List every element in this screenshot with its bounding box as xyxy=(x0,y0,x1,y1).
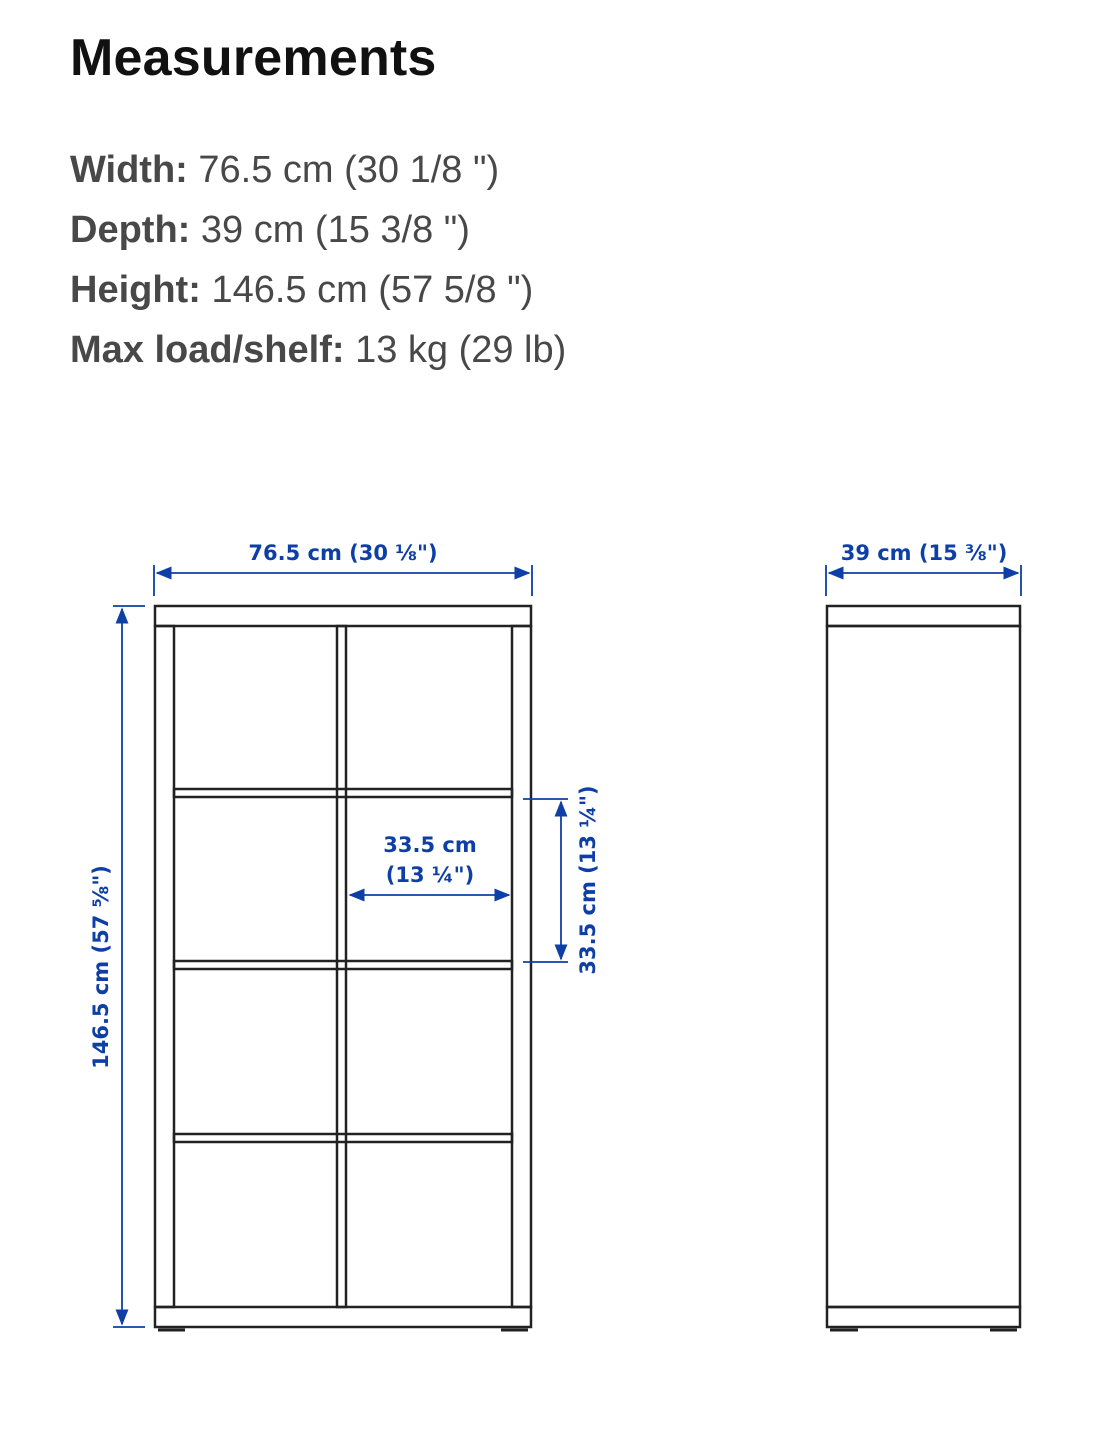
center-divider xyxy=(337,626,346,1307)
shelf xyxy=(174,789,512,797)
front-height-dimension xyxy=(89,606,145,1327)
inner-width-dimension xyxy=(350,833,509,895)
side-view xyxy=(827,606,1020,1330)
spec-label: Width: xyxy=(70,149,188,191)
inner-width-label-line1: 33.5 cm xyxy=(383,833,477,857)
spec-value: 146.5 cm (57 5/8 ") xyxy=(211,269,534,311)
page-title: Measurements xyxy=(70,29,437,87)
side-depth-dimension xyxy=(826,541,1021,596)
right-panel xyxy=(512,626,531,1307)
side-top-board xyxy=(827,606,1020,626)
inner-height-label: 33.5 cm (13 ¼") xyxy=(576,785,600,975)
spec-value: 13 kg (29 lb) xyxy=(355,329,567,371)
side-panel xyxy=(827,626,1020,1307)
inner-width-label-line2: (13 ¼") xyxy=(385,863,475,887)
spec-label: Depth: xyxy=(70,209,191,251)
left-panel xyxy=(155,626,174,1307)
front-width-dimension xyxy=(154,541,532,596)
spec-label: Height: xyxy=(70,269,201,311)
side-depth-label: 39 cm (15 ⅜") xyxy=(840,541,1008,565)
spec-value: 76.5 cm (30 1/8 ") xyxy=(198,149,500,191)
bottom-board xyxy=(155,1307,531,1327)
front-view xyxy=(155,606,531,1330)
front-height-label: 146.5 cm (57 ⅝") xyxy=(89,865,113,1069)
front-width-label: 76.5 cm (30 ⅛") xyxy=(248,541,438,565)
spec-value: 39 cm (15 3/8 ") xyxy=(200,209,470,251)
top-board xyxy=(155,606,531,626)
spec-label: Max load/shelf: xyxy=(70,329,345,371)
inner-height-dimension xyxy=(523,785,600,974)
shelf xyxy=(174,1134,512,1142)
side-bottom-board xyxy=(827,1307,1020,1327)
shelf xyxy=(174,961,512,969)
